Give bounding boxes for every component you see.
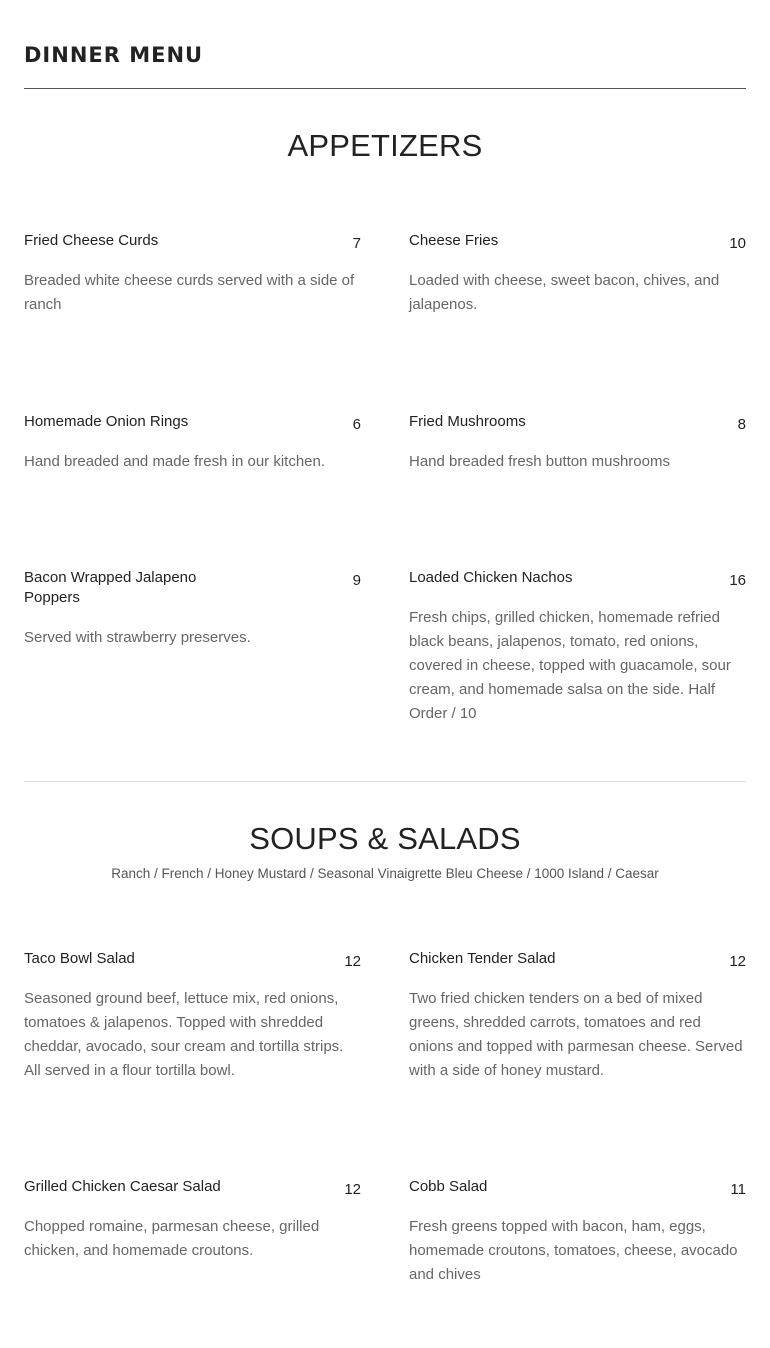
item-description: Loaded with cheese, sweet bacon, chives, and jalapenos. [409, 272, 720, 313]
section-title-soups-salads: SOUPS & SALADS [249, 821, 521, 856]
item-price: 7 [352, 235, 361, 252]
page-title: DINNER MENU [24, 43, 204, 67]
item-price: 8 [737, 416, 746, 433]
item-name: Fried Cheese Curds [24, 232, 159, 249]
item-price: 12 [344, 1181, 361, 1198]
menu-item [24, 231, 361, 317]
item-price: 12 [729, 953, 746, 970]
item-name: Chicken Tender Salad [409, 950, 556, 967]
item-price: 9 [352, 572, 361, 589]
dressing-options: Ranch / French / Honey Mustard / Seasonal Vinaigrette Bleu Cheese / 1000 Island / Caesar [111, 866, 659, 881]
item-name: Grilled Chicken Caesar Salad [24, 1178, 221, 1195]
item-description: Two fried chicken tenders on a bed of mixed greens, shredded carrots, tomatoes and red onions and topped with parmesan cheese. Served with a side of honey mustard. [409, 990, 743, 1079]
item-description: Served with strawberry preserves. [24, 629, 251, 646]
item-description: Fresh chips, grilled chicken, homemade refried black beans, jalapenos, tomato, red onions, covered in cheese, topped with guacamole, sour cream, and homemade salsa on the side. Half Order / 10 [409, 609, 731, 722]
item-name: Loaded Chicken Nachos [409, 569, 573, 586]
item-description: Hand breaded fresh button mushrooms [409, 453, 670, 470]
menu-item [24, 949, 361, 1083]
menu-item [24, 568, 361, 650]
menu-item [409, 231, 746, 317]
section-title-appetizers: APPETIZERS [287, 128, 483, 163]
item-name: Bacon Wrapped Jalapeno Poppers [24, 569, 197, 606]
header-divider [24, 88, 746, 89]
menu-item [409, 949, 746, 1083]
item-price: 12 [344, 953, 361, 970]
item-price: 6 [352, 416, 361, 433]
menu-item [409, 1177, 746, 1287]
item-price: 16 [729, 572, 746, 589]
item-price: 11 [730, 1181, 746, 1198]
item-description: Chopped romaine, parmesan cheese, grilled chicken, and homemade croutons. [24, 1218, 320, 1259]
item-description: Breaded white cheese curds served with a side of ranch [24, 272, 355, 313]
menu-item [409, 412, 746, 474]
menu-item [409, 568, 746, 726]
menu-item [24, 412, 361, 474]
item-price: 10 [729, 235, 746, 252]
menu-item [24, 1177, 361, 1263]
item-name: Cobb Salad [409, 1178, 488, 1195]
item-description: Seasoned ground beef, lettuce mix, red onions, tomatoes & jalapenos. Topped with shredded cheddar, avocado, sour cream and tortilla strips. All served in a flour tortilla bowl. [24, 990, 344, 1079]
item-name: Cheese Fries [409, 232, 499, 249]
item-name: Fried Mushrooms [409, 413, 526, 430]
item-name: Homemade Onion Rings [24, 413, 189, 430]
section-divider [24, 781, 746, 782]
item-name: Taco Bowl Salad [24, 950, 135, 967]
item-description: Fresh greens topped with bacon, ham, eggs, homemade croutons, tomatoes, cheese, avocado and chives [409, 1218, 738, 1283]
item-description: Hand breaded and made fresh in our kitchen. [24, 453, 326, 470]
